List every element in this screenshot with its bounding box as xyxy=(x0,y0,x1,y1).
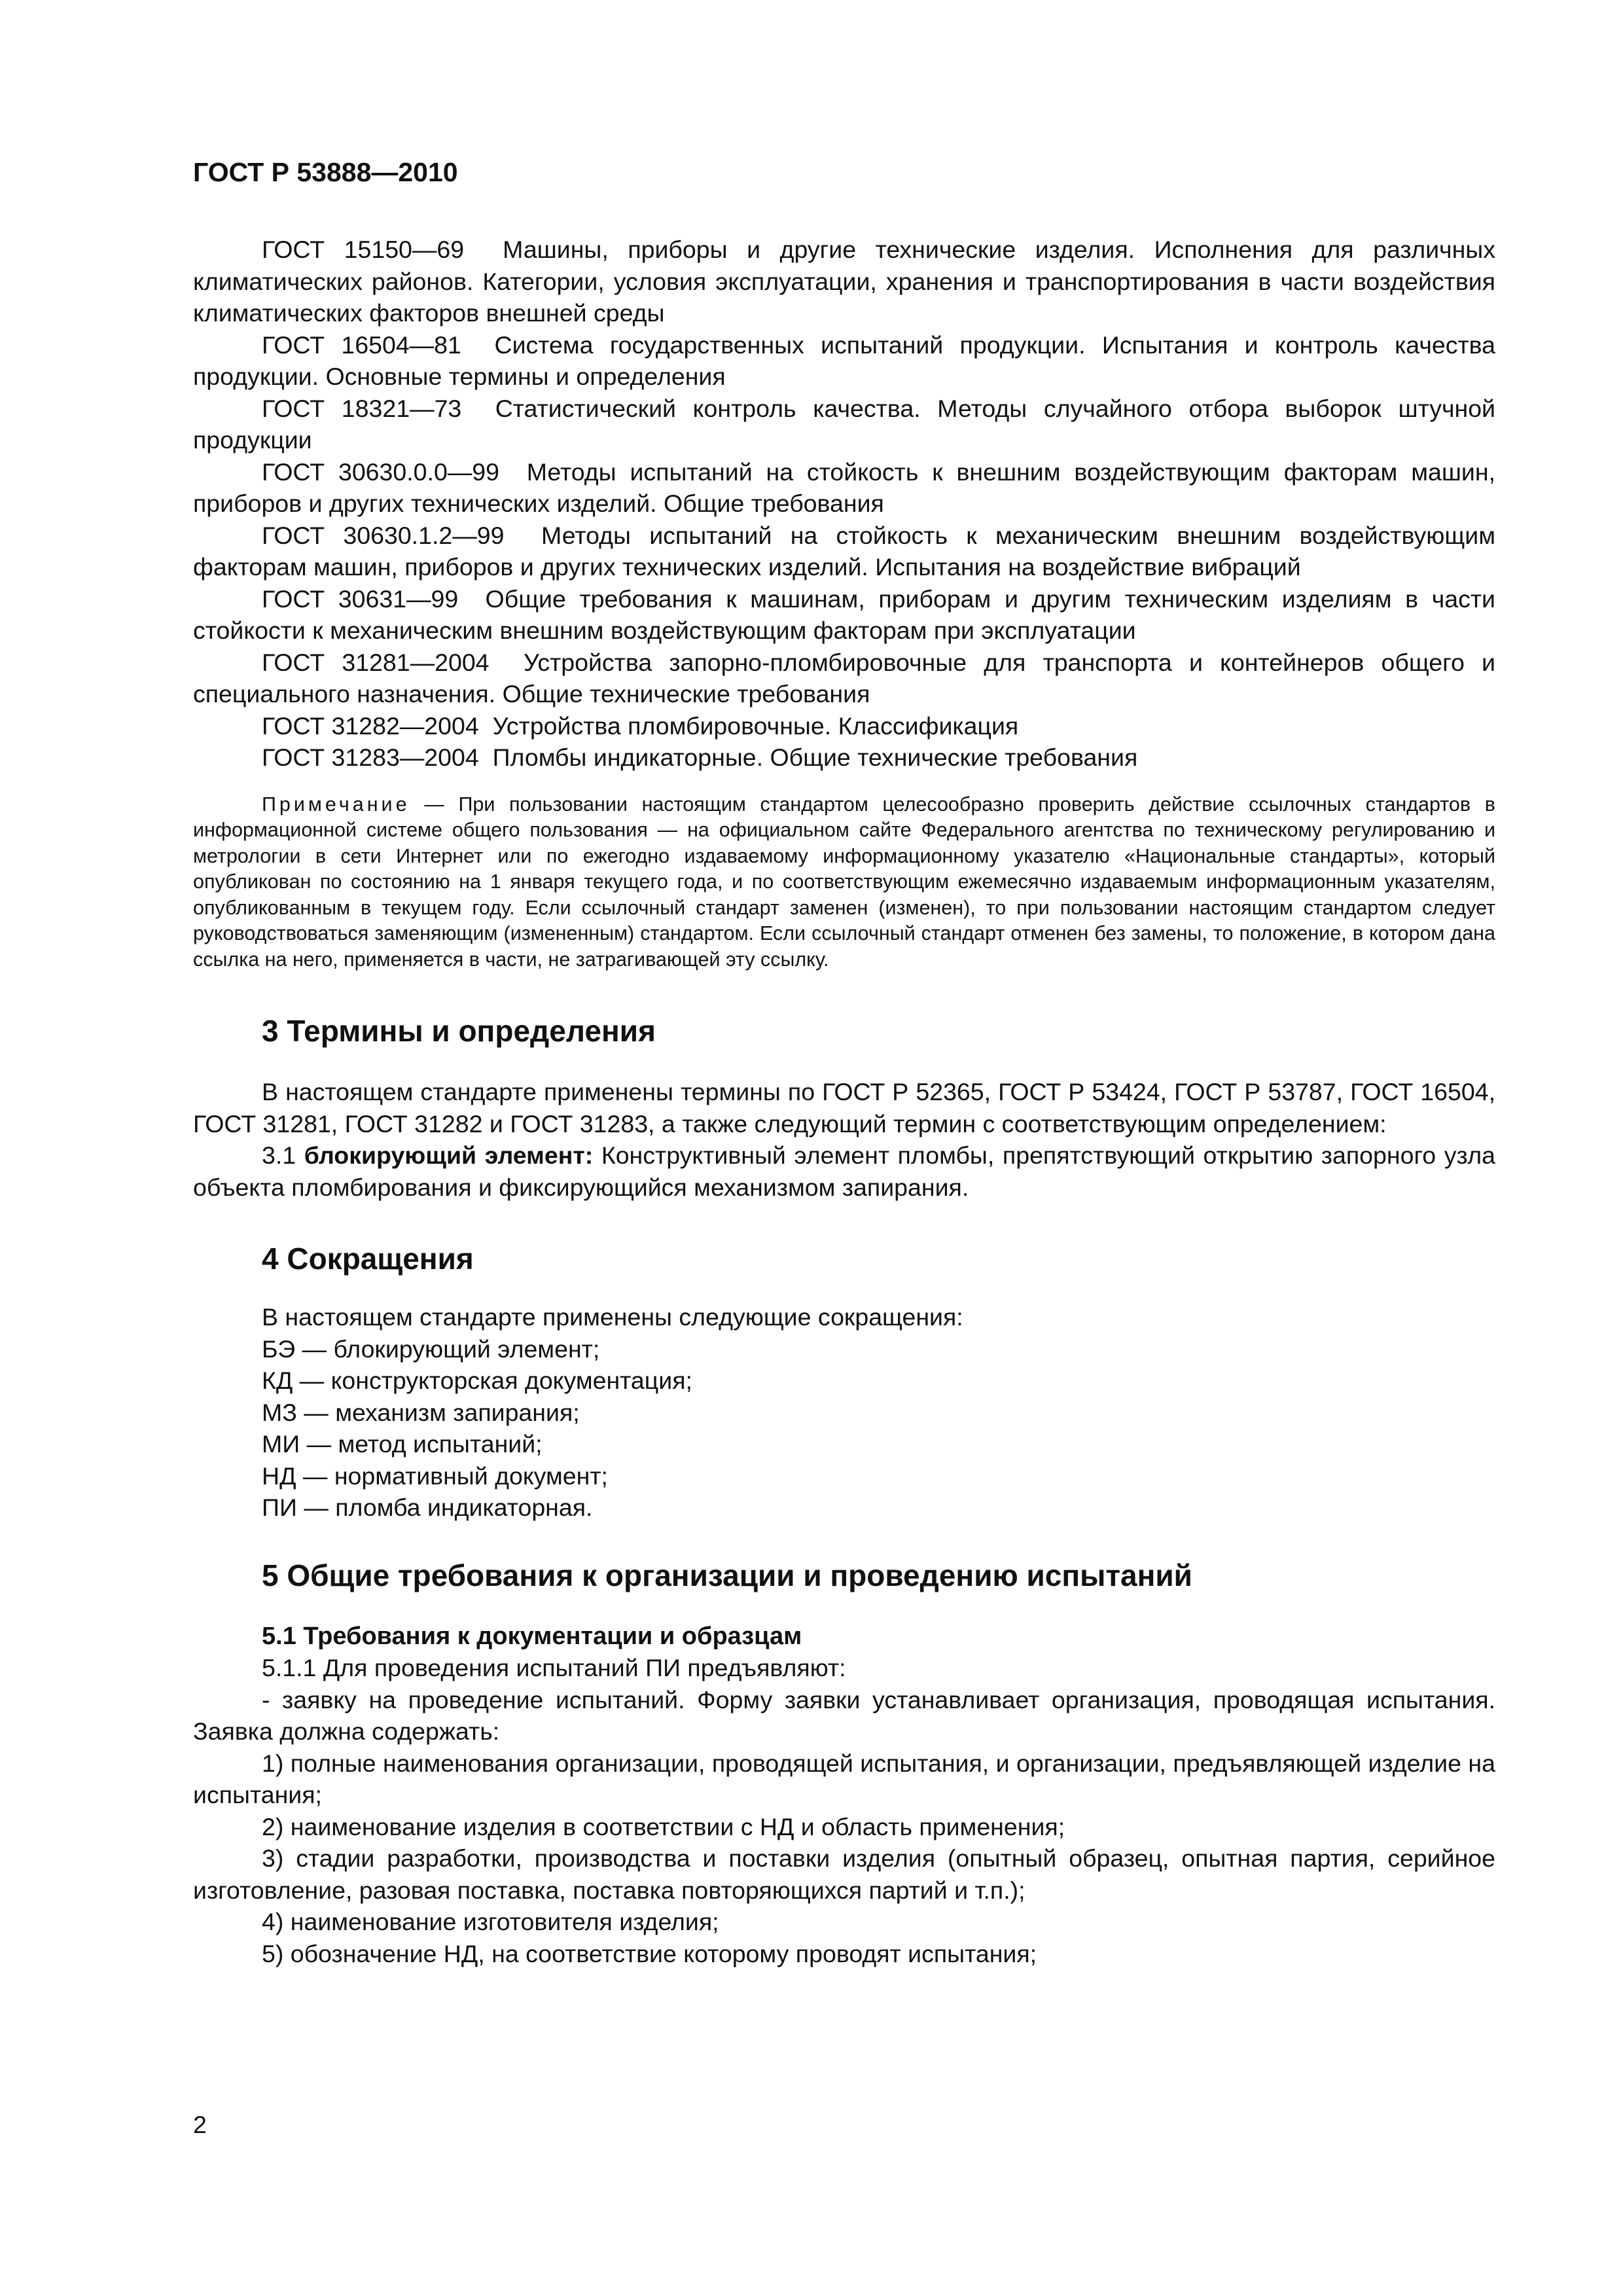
section-5-heading: 5 Общие требования к организации и проведению испытаний xyxy=(262,1558,1192,1592)
reference-title: Пломбы индикаторные. Общие технические требования xyxy=(492,744,1138,771)
reference-code: ГОСТ 18321—73 xyxy=(262,394,462,422)
reference-code: ГОСТ 31281—2004 xyxy=(262,648,490,676)
page-number: 2 xyxy=(193,2111,207,2138)
term-definition xyxy=(193,1139,1495,1203)
abbreviation-item: НД — нормативный документ; xyxy=(262,1462,608,1490)
note-label: Примечание xyxy=(262,793,410,816)
reference-code: ГОСТ 30630.0.0—99 xyxy=(262,457,500,486)
reference-item xyxy=(193,710,1495,742)
section-5-paragraph: 4) наименование изготовителя изделия; xyxy=(262,1908,719,1935)
reference-title: Общие требования к машинам, приборам и другим техническим изделиям в части стойкости к механическим внешним воздействующим факторам при эксплуатации xyxy=(193,584,1495,644)
reference-title: Методы испытаний на стойкость к механическим внешним воздействующим факторам машин, приборов и других технических изделий. Испытания на воздействие вибраций xyxy=(193,521,1495,581)
section-3-heading: 3 Термины и определения xyxy=(262,1014,656,1048)
section-5-paragraph: 5) обозначение НД, на соответствие которому проводят испытания; xyxy=(262,1939,1037,1967)
section-5-paragraph: 2) наименование изделия в соответствии с НД и область применения; xyxy=(262,1812,1065,1840)
note-text: — При пользовании настоящим стандартом целесообразно проверить действие ссылочных стандартов в информационной системе общего пользования — на официальном сайте Федерального агентства по техническому регулированию и метрологии в сети Интернет или по ежегодно издаваемому информационному указателю «Национальные стандарты», который опубликован по состоянию на 1 января текущего года, и по соответствующим ежемесячно издаваемым информационным указателям, опубликованным в текущем году. Если ссылочный стандарт заменен (изменен), то при пользовании настоящим стандартом следует руководствоваться заменяющим (измененным) стандартом. Если ссылочный стандарт отменен без замены, то положение, в котором дана ссылка на него, применяется в части, не затрагивающей эту ссылку. xyxy=(193,793,1495,971)
reference-item xyxy=(193,520,1495,583)
abbreviation-item: МИ — метод испытаний; xyxy=(262,1430,543,1458)
references-note xyxy=(193,792,1495,973)
reference-item xyxy=(193,329,1495,393)
reference-title: Система государственных испытаний продукции. Испытания и контроль качества продукции. Основные термины и определения xyxy=(193,331,1496,390)
reference-item xyxy=(193,583,1495,647)
reference-code: ГОСТ 31283—2004 xyxy=(262,744,479,771)
abbreviation-item: БЭ — блокирующий элемент; xyxy=(262,1335,600,1363)
reference-item xyxy=(193,742,1495,774)
section-5-paragraph: 1) полные наименования организации, проводящей испытания, и организации, предъявляющей изделие на испытания; xyxy=(193,1749,1495,1808)
term-definition-text: Конструктивный элемент пломбы, препятствующий открытию запорного узла объекта пломбирования и фиксирующийся механизмом запирания. xyxy=(193,1141,1496,1201)
reference-title: Методы испытаний на стойкость к внешним воздействующим факторам машин, приборов и других технических изделий. Общие требования xyxy=(193,457,1495,517)
reference-code: ГОСТ 30631—99 xyxy=(262,584,459,613)
reference-title: Устройства пломбировочные. Классификация xyxy=(492,711,1019,740)
normative-references-list xyxy=(193,234,1495,774)
section-3-intro: В настоящем стандарте применены термины по ГОСТ Р 52365, ГОСТ Р 53424, ГОСТ Р 53787, ГОСТ 16504, ГОСТ 31281, ГОСТ 31282 и ГОСТ 31283, а также следующий термин с соответствующим определением: xyxy=(193,1078,1495,1138)
reference-title: Устройства запорно-пломбировочные для транспорта и контейнеров общего и специального назначения. Общие технические требования xyxy=(193,648,1496,708)
term-name: блокирующий элемент: xyxy=(304,1141,594,1169)
section-5-paragraph: 3) стадии разработки, производства и поставки изделия (опытный образец, опытная партия, серийное изготовление, разовая поставка, поставка повторяющихся партий и т.п.); xyxy=(193,1844,1495,1904)
reference-code: ГОСТ 16504—81 xyxy=(262,331,461,359)
reference-item xyxy=(193,234,1495,329)
term-number: 3.1 xyxy=(262,1141,296,1169)
abbreviation-item: ПИ — пломба индикаторная. xyxy=(262,1494,593,1521)
reference-title: Машины, приборы и другие технические изделия. Исполнения для различных климатических районов. Категории, условия эксплуатации, хранения и транспортирования в части воздействия климатических факторов внешней среды xyxy=(193,236,1495,327)
section-5-paragraph: - заявку на проведение испытаний. Форму заявки устанавливает организация, проводящая испытания. Заявка должна содержать: xyxy=(193,1685,1495,1745)
section-4-heading: 4 Сокращения xyxy=(262,1242,474,1276)
reference-item xyxy=(193,647,1495,710)
document-page xyxy=(193,157,1495,1969)
reference-item xyxy=(193,393,1495,456)
reference-code: ГОСТ 15150—69 xyxy=(262,236,465,263)
section-4-intro: В настоящем стандарте применены следующие сокращения: xyxy=(262,1303,963,1331)
subsection-5-1-heading: 5.1 Требования к документации и образцам xyxy=(262,1622,802,1650)
reference-code: ГОСТ 31282—2004 xyxy=(262,711,479,740)
abbreviation-item: МЗ — механизм запирания; xyxy=(262,1398,580,1426)
section-5-paragraph: 5.1.1 Для проведения испытаний ПИ предъявляют: xyxy=(262,1654,846,1681)
document-code-header: ГОСТ Р 53888—2010 xyxy=(193,157,458,187)
reference-item xyxy=(193,456,1495,520)
reference-code: ГОСТ 30630.1.2—99 xyxy=(262,521,505,549)
abbreviation-item: КД — конструкторская документация; xyxy=(262,1367,692,1394)
reference-title: Статистический контроль качества. Методы случайного отбора выборок штучной продукции xyxy=(193,394,1495,454)
